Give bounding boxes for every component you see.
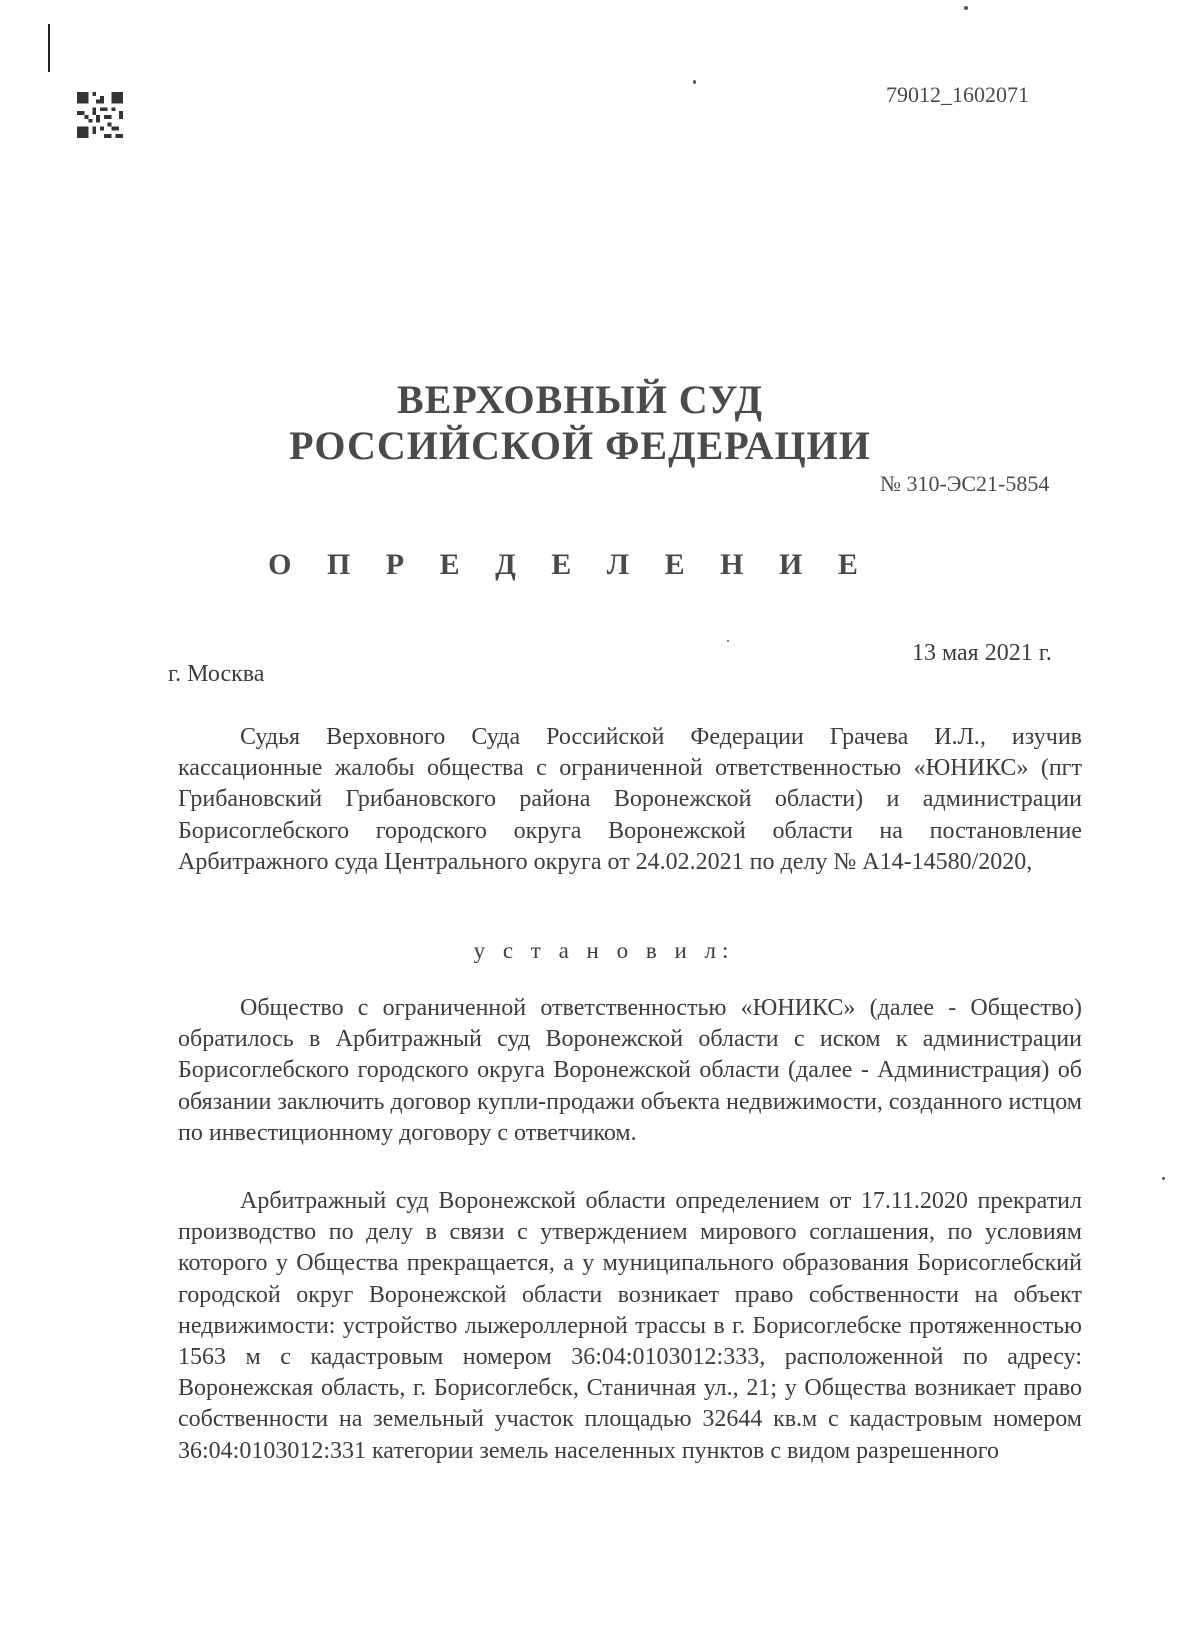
scan-speck [693, 80, 696, 84]
body-paragraph-2: Арбитражный суд Воронежской области определением от 17.11.2020 прекратил производство по делу в связи с утверждением мирового соглашения, по условиям которого у Общества прекращается, а у муниципального образования Борисоглебский городской округ Воронежской области возникает право собственности на объект недвижимости: устройство лыжероллерной трассы в г. Борисоглебске протяженностью 1563 м с кадастровым номером 36:04:0103012:333, расположенной по адресу: Воронежская область, г. Борисоглебск, Станичная ул., 21; у Общества возникает право собственности на земельный участок площадью 32644 кв.м с кадастровым номером 36:04:0103012:331 категории земель населенных пунктов с видом разрешенного [178, 1188, 1082, 1464]
established-heading: у с т а н о в и л: [473, 938, 735, 963]
court-title-line1: ВЕРХОВНЫЙ СУД [396, 377, 763, 422]
scan-speck [1162, 1177, 1165, 1180]
qr-code-icon [76, 92, 124, 138]
document-type-heading: О П Р Е Д Е Л Е Н И Е [268, 548, 872, 581]
body-paragraph-1: Общество с ограниченной ответственностью «ЮНИКС» (далее - Общество) обратилось в Арбитражный суд Воронежской области с иском к администрации Борисоглебского городского округа Воронежской области (далее - Администрация) об обязании заключить договор купли-продажи объекта недвижимости, созданного истцом по инвестиционному договору с ответчиком. [178, 995, 1082, 1146]
court-title-line2: РОССИЙСКОЙ ФЕДЕРАЦИИ [289, 423, 871, 468]
intro-paragraph: Судья Верховного Суда Российской Федерации Грачева И.Л., изучив кассационные жалобы общества с ограниченной ответственностью «ЮНИКС» (пгт Грибановский Грибановского района Воронежской области) и администрации Борисоглебского городского округа Воронежской области на постановление Арбитражного суда Центрального округа от 24.02.2021 по делу № А14-14580/2020, [178, 724, 1082, 875]
scan-speck [727, 640, 729, 642]
document-id: 79012_1602071 [886, 82, 1029, 107]
document-city: г. Москва [168, 661, 265, 687]
document-date: 13 мая 2021 г. [912, 640, 1052, 666]
scan-edge-mark [48, 24, 50, 72]
scan-speck [964, 6, 968, 10]
case-number: № 310-ЭС21-5854 [880, 471, 1050, 496]
